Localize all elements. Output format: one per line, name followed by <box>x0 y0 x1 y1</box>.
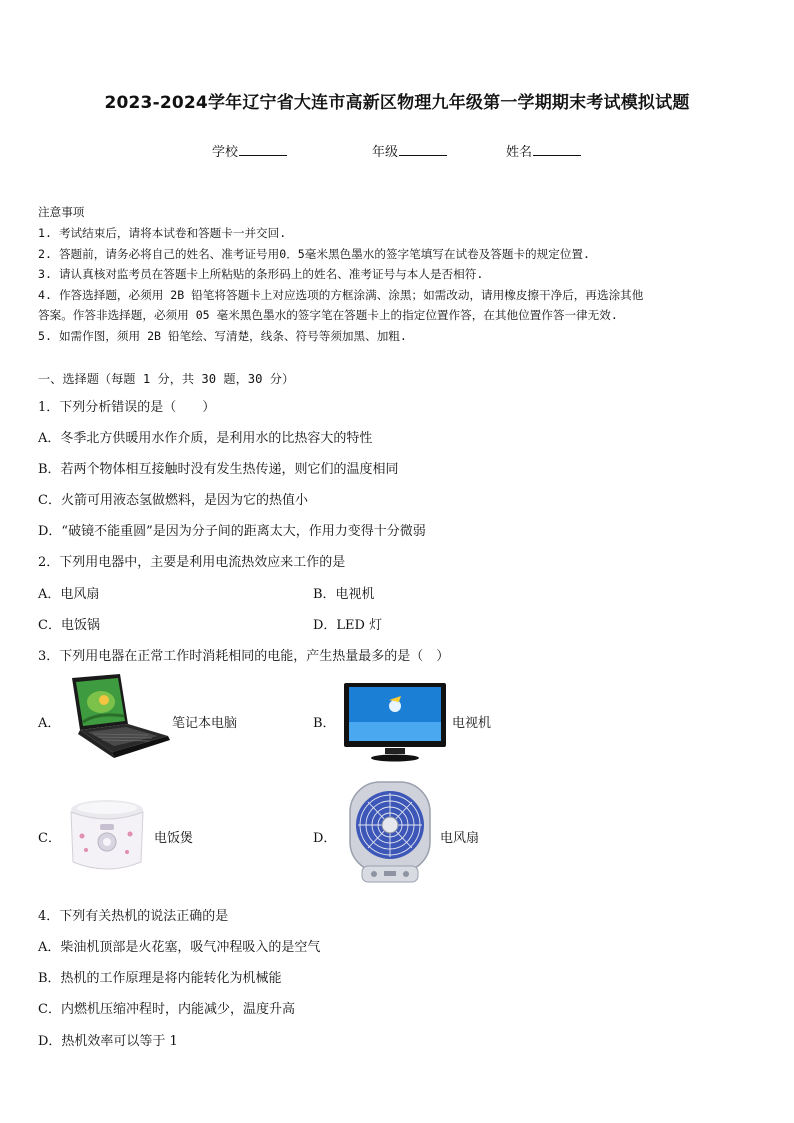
rice-cooker-image <box>64 796 150 876</box>
q2-option-a: A．电风扇 <box>38 587 100 602</box>
notice-item: 3. 请认真核对监考员在答题卡上所粘贴的条形码上的姓名、准考证号与本人是否相符. <box>38 267 484 281</box>
notice-item: 1. 考试结束后，请将本试卷和答题卡一并交回. <box>38 226 287 240</box>
q3-option-d-letter: D． <box>313 831 337 846</box>
q3-option-a-letter: A． <box>38 716 61 731</box>
name-field <box>506 141 581 160</box>
question-1-stem: 1．下列分析错误的是（ ） <box>38 400 216 415</box>
laptop-image <box>68 672 172 764</box>
school-blank <box>239 144 287 156</box>
question-4-stem: 4．下列有关热机的说法正确的是 <box>38 909 229 924</box>
q4-option-d: D．热机效率可以等于 1 <box>38 1034 178 1049</box>
section-heading: 一、选择题（每题 1 分，共 30 题，30 分） <box>38 372 295 386</box>
q3-option-b-letter: B． <box>313 716 336 731</box>
notice-item: 5. 如需作图，须用 2B 铅笔绘、写清楚，线条、符号等须加黑、加粗. <box>38 329 407 343</box>
question-2-stem: 2．下列用电器中，主要是利用电流热效应来工作的是 <box>38 555 346 570</box>
q3-option-b-label: 电视机 <box>452 716 492 731</box>
q4-option-c: C．内燃机压缩冲程时，内能减少，温度升高 <box>38 1002 295 1017</box>
name-label: 姓名 <box>506 145 533 160</box>
question-3-stem: 3．下列用电器在正常工作时消耗相同的电能，产生热量最多的是（ ） <box>38 649 450 664</box>
notice-heading: 注意事项 <box>38 205 85 219</box>
q3-option-a-label: 笔记本电脑 <box>172 716 238 731</box>
page-title: 2023-2024学年辽宁省大连市高新区物理九年级第一学期期末考试模拟试题 <box>104 93 690 113</box>
grade-blank <box>399 144 447 156</box>
q4-option-b: B．热机的工作原理是将内能转化为机械能 <box>38 971 282 986</box>
q3-option-c-label: 电饭煲 <box>154 831 194 846</box>
notice-item: 4. 作答选择题，必须用 2B 铅笔将答题卡上对应选项的方框涂满、涂黑；如需改动，请用橡皮擦干净后，再选涂其他 <box>38 288 644 302</box>
name-blank <box>533 144 581 156</box>
school-field <box>212 141 287 160</box>
school-label: 学校 <box>212 145 239 160</box>
q3-option-c-letter: C． <box>38 831 61 846</box>
q1-option-b: B．若两个物体相互接触时没有发生热传递，则它们的温度相同 <box>38 462 399 477</box>
q3-option-d-label: 电风扇 <box>440 831 480 846</box>
television-image <box>343 682 447 762</box>
q4-option-a: A．柴油机顶部是火花塞，吸气冲程吸入的是空气 <box>38 940 321 955</box>
q2-option-c: C．电饭锅 <box>38 618 100 633</box>
q1-option-c: C．火箭可用液态氢做燃料，是因为它的热值小 <box>38 493 308 508</box>
notice-item: 2. 答题前，请务必将自己的姓名、准考证号用0．5毫米黑色墨水的签字笔填写在试卷及答题卡的规定位置. <box>38 247 591 261</box>
q1-option-a: A．冬季北方供暖用水作介质，是利用水的比热容大的特性 <box>38 431 373 446</box>
grade-field <box>372 141 447 160</box>
grade-label: 年级 <box>372 145 399 160</box>
notice-item: 答案。作答非选择题，必须用 05 毫米黑色墨水的签字笔在答题卡上的指定位置作答，在其他位置作答一律无效. <box>38 308 618 322</box>
q2-option-d: D．LED 灯 <box>313 618 383 633</box>
q2-option-b: B．电视机 <box>313 587 375 602</box>
q1-option-d: D．“破镜不能重圆”是因为分子间的距离太大，作用力变得十分微弱 <box>38 524 426 539</box>
electric-fan-image <box>344 780 436 888</box>
